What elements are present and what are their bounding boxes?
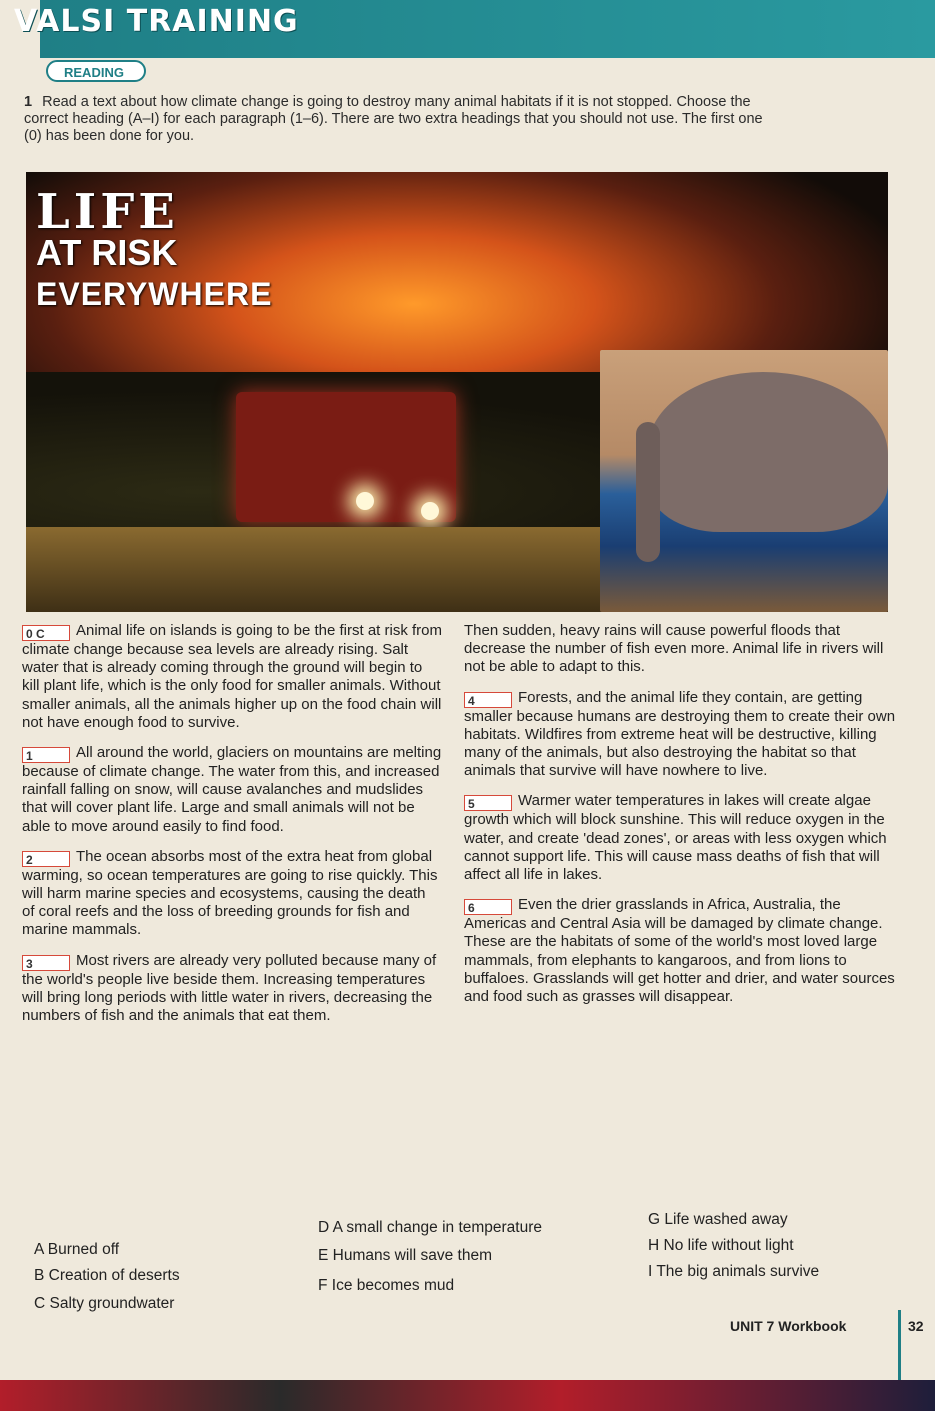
wildfire-photo [26,172,888,612]
option-h: H No life without light [648,1237,794,1254]
paragraph-text: Even the drier grasslands in Africa, Australia, the Americas and Central Asia will be damaged by climate change. These are the habitats of some of the world's most loved large mammals, from elephants to kangaroos, and from lions to buffaloes. Grasslands will get hotter and drier, and water sources and food such as grasses will disappear. [464,896,895,1006]
option-f: F Ice becomes mud [318,1277,455,1294]
instructions-text: Read a text about how climate change is going to destroy many animal habitats if it is not stopped. Choose the correct heading (A–I) for each paragraph (1–6). There are two extra headings that you should not use. The first one (0) has been done for you. [24,94,763,144]
paragraph-4 [464,689,904,781]
fire-truck [236,392,456,522]
footer-divider [898,1310,901,1380]
option-b: B Creation of deserts [34,1267,180,1284]
answer-box-3[interactable]: 3 [22,955,70,971]
footer-label: UNIT 7 Workbook [730,1318,847,1334]
exercise-instructions [24,94,784,145]
paragraph-text: The ocean absorbs most of the extra heat from global warming, so ocean temperatures are going to rise quickly. This will harm marine species and ecosystems, causing the death of coral reefs and the loss of breeding grounds for fish and marine mammals. [22,847,438,939]
option-a: A Burned off [34,1241,120,1258]
paragraph-text: Forests, and the animal life they contain, are getting smaller because humans are destroying them to create their own habitats. Wildfires from extreme heat will be destructive, killing many of the animals, but also destroying the habitat so that animals that survive will have nowhere to live. [464,688,896,780]
elephant-trunk [636,422,660,562]
exercise-number: 1 [24,94,33,110]
truck-headlight [356,492,374,510]
answer-box-0[interactable]: 0 C [22,625,70,641]
paragraph-5 [464,792,904,884]
reading-label: READING [46,60,146,82]
paragraph-6 [464,896,904,1006]
paragraph-1 [22,744,442,836]
option-c: C Salty groundwater [34,1295,175,1312]
option-i: I The big animals survive [648,1263,820,1280]
text-column-left [22,622,442,1037]
article-title-line3: EVERYWHERE [36,276,273,312]
page-number: 32 [908,1318,924,1334]
article-title-line2: AT RISK [36,232,178,273]
answer-box-5[interactable]: 5 [464,795,512,811]
paragraph-text: Warmer water temperatures in lakes will create algae growth which will block sunshine. This will reduce oxygen in the water, and create 'dead zones', or areas with less oxygen which cannot support life. This will cause mass deaths of fish that will affect all life in lakes. [464,792,887,884]
truck-headlight [421,502,439,520]
banner-title: VALSI TRAINING [14,4,299,39]
paragraph-3 [22,952,442,1026]
answer-box-6[interactable]: 6 [464,899,512,915]
paragraph-text: Most rivers are already very polluted because many of the world's people live beside them. Increasing temperatures will bring long periods with little water in rivers, decreasing the numbers of fish and the animals that eat them. [22,951,437,1025]
elephant-figure [648,372,888,532]
answer-box-2[interactable]: 2 [22,851,70,867]
paragraph-2 [22,848,442,940]
text-column-right [464,622,904,1018]
option-d: D A small change in temperature [318,1219,543,1236]
section-banner [0,0,935,58]
background-fabric [0,1380,935,1411]
article-title-line1: LIFE [36,184,179,240]
option-g: G Life washed away [648,1211,788,1228]
paragraph-3-continued [464,622,904,677]
heading-options [28,1205,888,1315]
paragraph-0 [22,622,442,732]
answer-box-1[interactable]: 1 [22,747,70,763]
paragraph-text: Animal life on islands is going to be the first at risk from climate change because sea levels are already rising. Salt water that is already coming through the ground will begin to kill plant life, which is the only food for smaller animals. Without smaller animals, all the animals higher up on the food chain will not have enough food to survive. [22,622,442,731]
option-e: E Humans will save them [318,1247,493,1264]
paragraph-text: All around the world, glaciers on mountains are melting because of climate change. The water from this, and increased rainfall falling on snow, will cause avalanches and mudslides that will cover plant life. Large and small animals will not be able to move around easily to find food. [22,744,442,835]
paragraph-text: Then sudden, heavy rains will cause powerful floods that decrease the number of fish even more. Animal life in rivers will not be able to adapt to this. [464,622,884,676]
answer-box-4[interactable]: 4 [464,692,512,708]
